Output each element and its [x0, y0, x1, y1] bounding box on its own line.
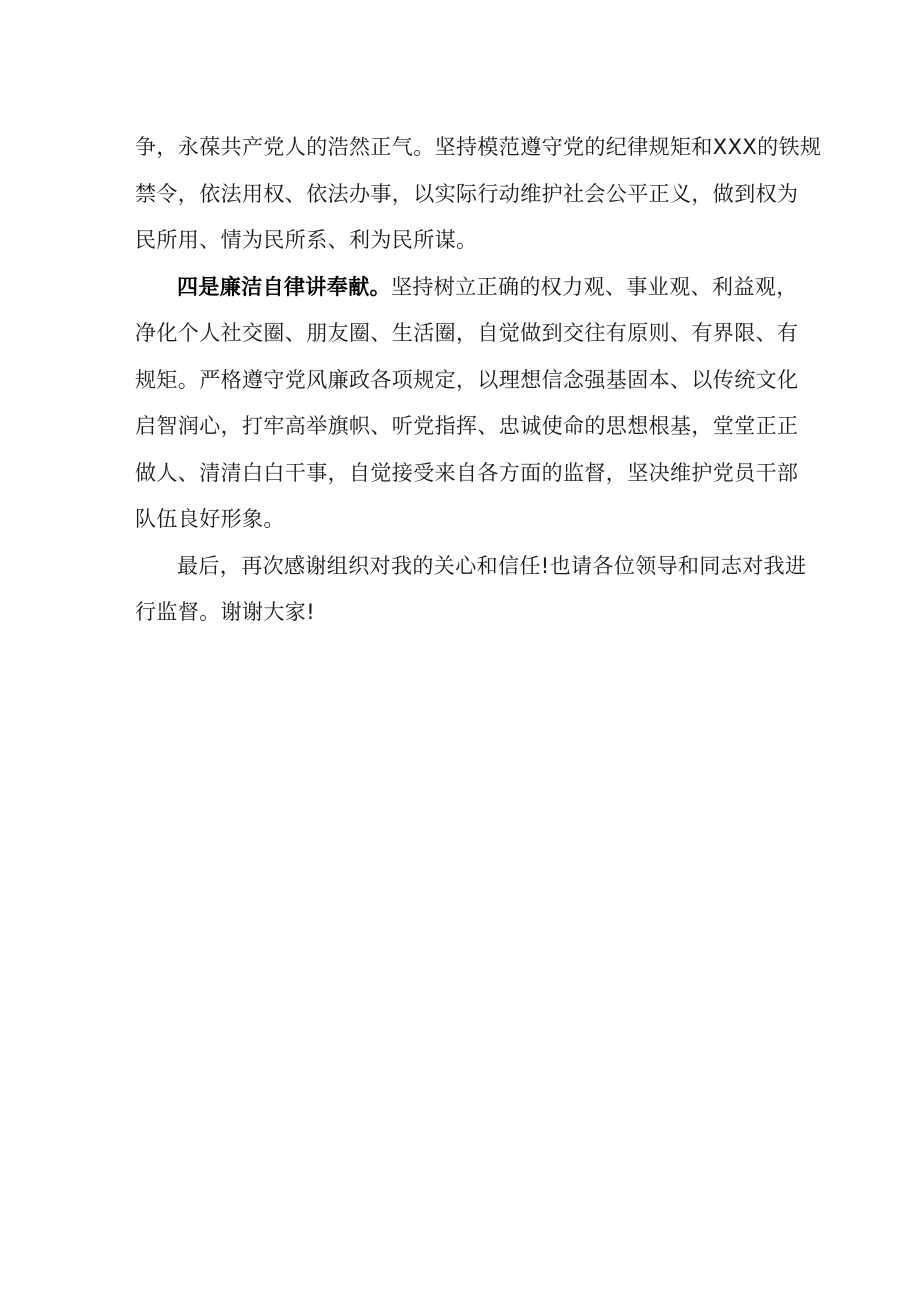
paragraph-integrity	[135, 264, 799, 543]
text-line: 最后，再次感谢组织对我的关心和信任!也请各位领导和同志对我进	[177, 553, 807, 578]
paragraph-closing	[135, 543, 807, 636]
text-line: 行监督。谢谢大家!	[135, 600, 316, 624]
paragraph-continuation	[135, 124, 822, 264]
text-line: 净化个人社交圈、朋友圈、生活圈，自觉做到交往有原则、有界限、有	[135, 321, 799, 345]
paragraph-heading: 四是廉洁自律讲奉献。	[177, 274, 391, 299]
text-line: 禁令，依法用权、依法办事，以实际行动维护社会公平正义，做到权为	[135, 181, 799, 206]
text-line: 队伍良好形象。	[135, 507, 285, 531]
document-body	[135, 124, 822, 636]
text-line: 启智润心，打牢高举旗帜、听党指挥、忠诚使命的思想根基，堂堂正正	[135, 414, 799, 438]
text-line: 做人、清清白白干事，自觉接受来自各方面的监督，坚决维护党员干部	[135, 460, 799, 485]
text-line: 规矩。严格遵守党风廉政各项规定，以理想信念强基固本、以传统文化	[135, 367, 799, 392]
text-line	[135, 264, 798, 311]
text-line: 民所用、情为民所系、利为民所谋。	[135, 228, 478, 252]
text-run: 坚持树立正确的权力观、事业观、利益观，	[391, 274, 798, 299]
text-line: 争，永葆共产党人的浩然正气。坚持模范遵守党的纪律规矩和XXX的铁规	[135, 135, 822, 159]
